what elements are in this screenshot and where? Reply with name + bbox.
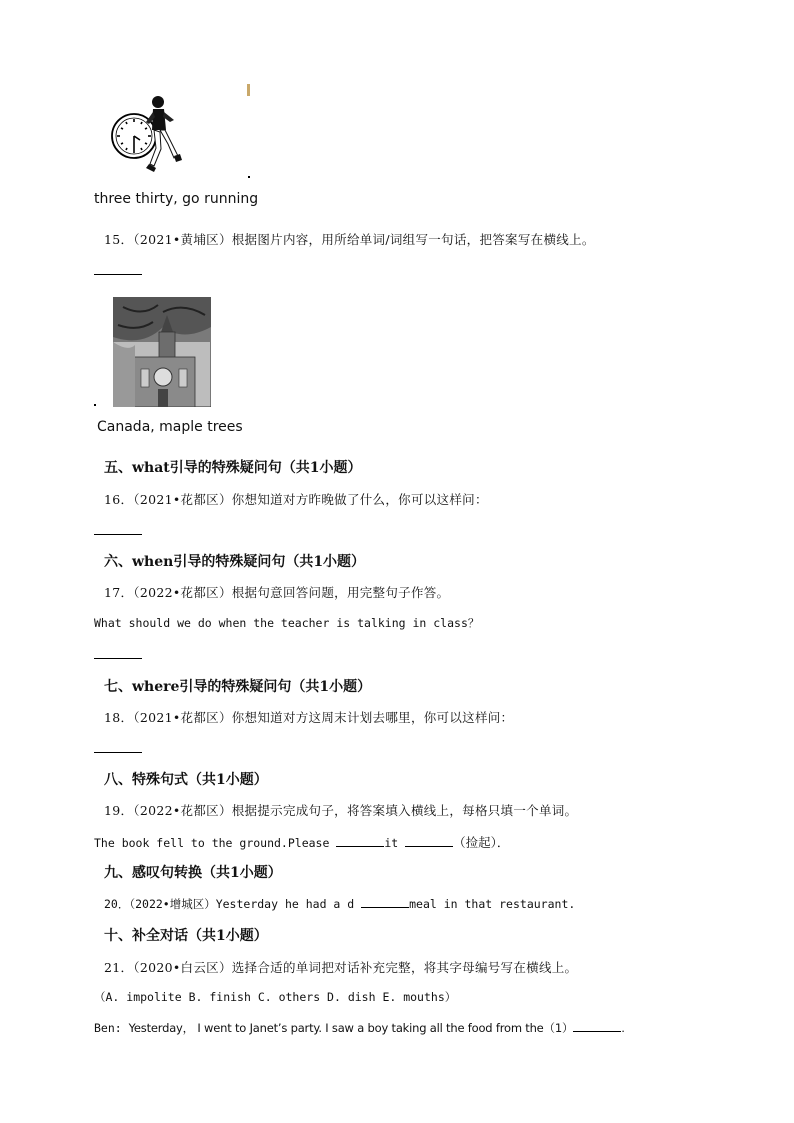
- photo-dot: [94, 404, 96, 406]
- q19-text: 19．（2022•花都区）根据提示完成句子，将答案填入横线上，每格只填一个单词。: [104, 803, 578, 818]
- section-10-title: 十、补全对话（共1小题）: [104, 928, 268, 944]
- q18-text: 18．（2021•花都区）你想知道对方这周末计划去哪里，你可以这样问：: [104, 710, 514, 725]
- q20-blank[interactable]: [361, 897, 409, 908]
- section-7-title: 七、where引导的特殊疑问句（共1小题）: [104, 679, 372, 695]
- section-6-title: 六、when引导的特殊疑问句（共1小题）: [104, 554, 366, 570]
- q19-blank-2[interactable]: [405, 836, 453, 847]
- q19-part1: The book fell to the ground.Please: [94, 836, 337, 850]
- q19-blank-1[interactable]: [336, 836, 384, 847]
- q21-blank-1[interactable]: [573, 1021, 621, 1032]
- q20-part2: meal in that restaurant.: [409, 897, 576, 911]
- section-5-title: 五、what引导的特殊疑问句（共1小题）: [104, 460, 362, 476]
- q16-answer-line[interactable]: [94, 534, 142, 535]
- ben-label: Ben:: [94, 1021, 129, 1035]
- q21-ben-line: [94, 1020, 625, 1036]
- ben-end: .: [621, 1021, 625, 1035]
- q15-text: 15．（2021•黄埔区）根据图片内容，用所给单词/词组写一句话，把答案写在横线上。: [104, 232, 595, 247]
- q20-part1: 20．（2022•增城区）Yesterday he had a d: [104, 897, 362, 911]
- q15-caption: Canada, maple trees: [97, 419, 243, 435]
- section-9-title: 九、感叹句转换（共1小题）: [104, 865, 282, 881]
- image-marker: [247, 84, 250, 96]
- q20-sentence: [104, 896, 575, 912]
- q17-answer-line[interactable]: [94, 658, 142, 659]
- q14-caption: three thirty, go running: [94, 191, 259, 207]
- ben-speech: Yesterday， I went to Janet’s party. I saw a boy taking all the food from the（1）: [128, 1021, 574, 1035]
- section-8-title: 八、特殊句式（共1小题）: [104, 772, 268, 788]
- image-dot: [248, 176, 250, 178]
- q19-part2: it: [384, 836, 406, 850]
- q19-part3: （捡起）．: [453, 835, 510, 850]
- q19-sentence: [94, 833, 509, 851]
- running-illustration: [108, 92, 253, 182]
- q21-options: （A. impolite B. finish C. others D. dish E. mouths）: [94, 990, 457, 1004]
- q17-question: What should we do when the teacher is talking in class？: [94, 616, 480, 630]
- q15-answer-line[interactable]: [94, 274, 142, 275]
- church-photo: [113, 297, 211, 407]
- clock-and-runner-image: [108, 92, 253, 182]
- q21-text: 21．（2020•白云区）选择合适的单词把对话补充完整，将其字母编号写在横线上。: [104, 960, 578, 975]
- q17-text: 17．（2022•花都区）根据句意回答问题，用完整句子作答。: [104, 585, 450, 600]
- church-maple-trees-image: [113, 297, 211, 407]
- q18-answer-line[interactable]: [94, 752, 142, 753]
- q16-text: 16．（2021•花都区）你想知道对方昨晚做了什么，你可以这样问：: [104, 492, 488, 507]
